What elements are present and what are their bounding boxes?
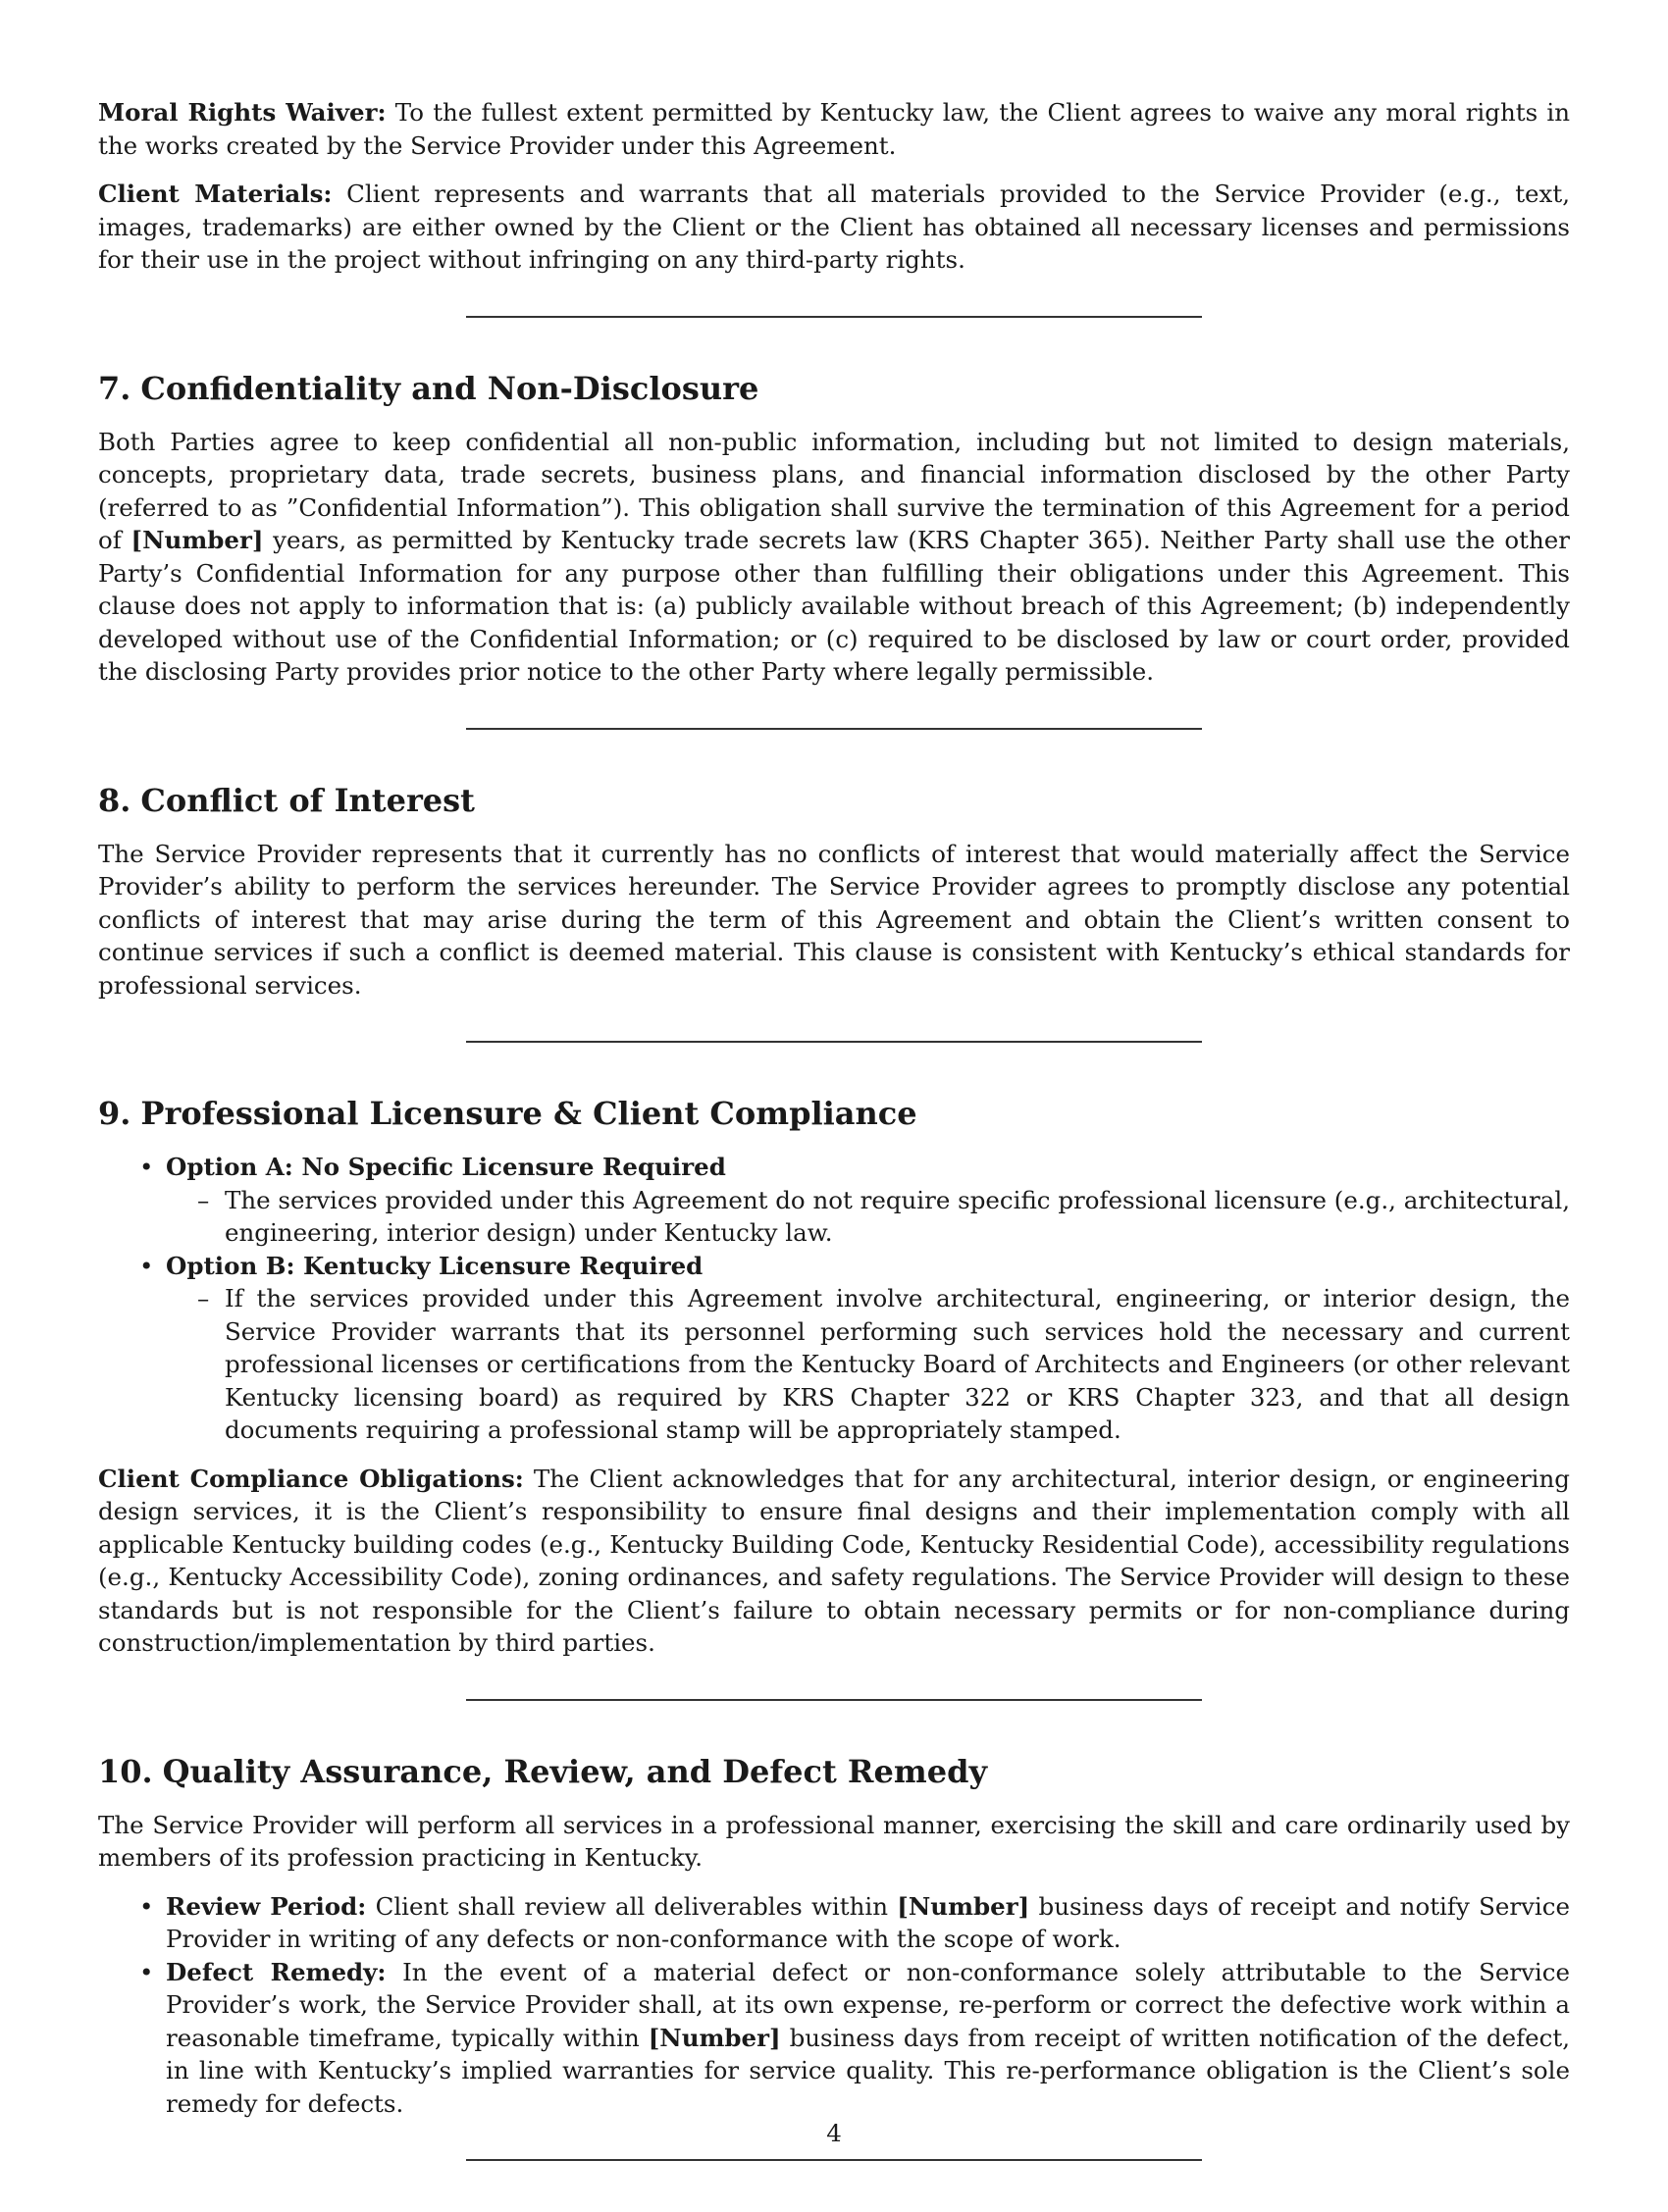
moral-rights-label: Moral Rights Waiver: [98,98,387,127]
section-divider [466,1041,1202,1043]
option-a-label: Option A: No Specific Licensure Required [166,1153,726,1181]
section-7-title: Confidentiality and Non-Disclosure [140,369,759,407]
defect-remedy-placeholder: [Number] [648,2023,781,2052]
option-b-text: – If the services provided under this Agreement involve architectural, engineering, or interior design, the Service Provider warrants that its personnel performing such services hold the necessary and current professional licenses or certifications from the Kentucky Board of Architects and Engineers (or other relevant Kentucky licensing board) as required by KRS Chapter 322 or KRS Chapter 323, and that all design documents requiring a professional stamp will be appropriately stamped. [166,1282,1570,1447]
client-compliance-paragraph [98,1463,1570,1660]
moral-rights-paragraph [98,96,1570,162]
client-materials-paragraph [98,178,1570,277]
section-10-intro: The Service Provider will perform all services in a professional manner, exercising the skill and care ordinarily used by members of its profession practicing in Kentucky. [98,1810,1570,1872]
licensure-options-list [98,1151,1570,1447]
section-7-text-b: years, as permitted by Kentucky trade secrets law (KRS Chapter 365). Neither Party shall use the other Party’s Confidential Information for any purpose other than fulfilling their obligations under this Agreement. This clause does not apply to information that is: (a) publicly available without breach of this Agreement; (b) independently developed without use of the Confidential Information; or (c) required to be disclosed by law or court order, provided the disclosing Party provides prior notice to the other Party where legally permissible. [98,526,1570,686]
option-a-item [98,1151,1570,1250]
section-divider [466,1699,1202,1701]
section-divider [466,2159,1202,2161]
section-divider [466,728,1202,730]
page-number: 4 [826,2119,842,2147]
defect-remedy-item [98,1956,1570,2121]
option-b-label: Option B: Kentucky Licensure Required [166,1251,704,1280]
section-10-title: Quality Assurance, Review, and Defect Remedy [162,1752,988,1790]
section-10-heading [98,1752,1570,1791]
section-9-heading [98,1094,1570,1133]
client-compliance-label: Client Compliance Obligations: [98,1464,524,1493]
option-a-sublist [166,1184,1570,1250]
section-8-paragraph: The Service Provider represents that it currently has no conflicts of interest that would materially affect the Service Provider’s ability to perform the services hereunder. The Service Provider agrees to promptly disclose any potential conflicts of interest that may arise during the term of this Agreement and obtain the Client’s written consent to continue services if such a conflict is deemed material. This clause is consistent with Kentucky’s ethical standards for professional services. [98,839,1570,1000]
review-period-label: Review Period: [166,1891,367,1921]
review-period-placeholder: [Number] [897,1891,1030,1921]
moral-rights-text: To the fullest extent permitted by Kentucky law, the Client agrees to waive any moral rights in the works created by the Service Provider under this Agreement. [98,98,1570,160]
option-b-item [98,1250,1570,1447]
review-period-text-b: business days of receipt and notify Service Provider in writing of any defects or non-conformance with the scope of work. [166,1891,1570,1953]
section-10-number: 10. [98,1752,153,1790]
defect-remedy-text-a: In the event of a material defect or non-conformance solely attributable to the Service Provider’s work, the Service Provider shall, at its own expense, re-perform or correct the defective work within a reasonable timeframe, typically within [166,1957,1570,2052]
option-a-text: – The services provided under this Agreement do not require specific professional licensure (e.g., architectural, engineering, interior design) under Kentucky law. [166,1184,1570,1250]
review-period-text-a: Client shall review all deliverables within [375,1891,888,1921]
quality-terms-list [98,1890,1570,2121]
section-9-title: Professional Licensure & Client Compliance [140,1095,917,1132]
section-7-number-placeholder: [Number] [130,526,264,554]
defect-remedy-label: Defect Remedy: [166,1957,387,1986]
section-8-title: Conflict of Interest [140,781,475,819]
review-period-item [98,1890,1570,1956]
section-9-number: 9. [98,1095,131,1132]
section-8-heading [98,781,1570,820]
page-content [98,96,1570,2212]
section-7-heading [98,369,1570,408]
section-7-text-a: Both Parties agree to keep confidential all non-public information, including but not limited to design materials, concepts, proprietary data, trade secrets, business plans, and financial information disclosed by the other Party (referred to as ”Confidential Information”). This obligation shall survive the termination of this Agreement for a period of [98,427,1570,554]
client-compliance-text: The Client acknowledges that for any architectural, interior design, or engineering design services, it is the Client’s responsibility to ensure final designs and their implementation comply with all applicable Kentucky building codes (e.g., Kentucky Building Code, Kentucky Residential Code), accessibility regulations (e.g., Kentucky Accessibility Code), zoning ordinances, and safety regulations. The Service Provider will design to these standards but is not responsible for the Client’s failure to obtain necessary permits or for non-compliance during construction/implementation by third parties. [98,1464,1570,1657]
section-7-paragraph [98,426,1570,689]
option-b-sublist [166,1282,1570,1447]
section-8-number: 8. [98,781,131,819]
client-materials-text: Client represents and warrants that all materials provided to the Service Provider (e.g., text, images, trademarks) are either owned by the Client or the Client has obtained all necessary licenses and permissions for their use in the project without infringing on any third-party rights. [98,180,1570,274]
section-divider [466,316,1202,318]
defect-remedy-text-b: business days from receipt of written notification of the defect, in line with Kentucky’s implied warranties for service quality. This re-performance obligation is the Client’s sole remedy for defects. [166,2023,1570,2118]
section-7-number: 7. [98,369,131,407]
client-materials-label: Client Materials: [98,180,333,208]
